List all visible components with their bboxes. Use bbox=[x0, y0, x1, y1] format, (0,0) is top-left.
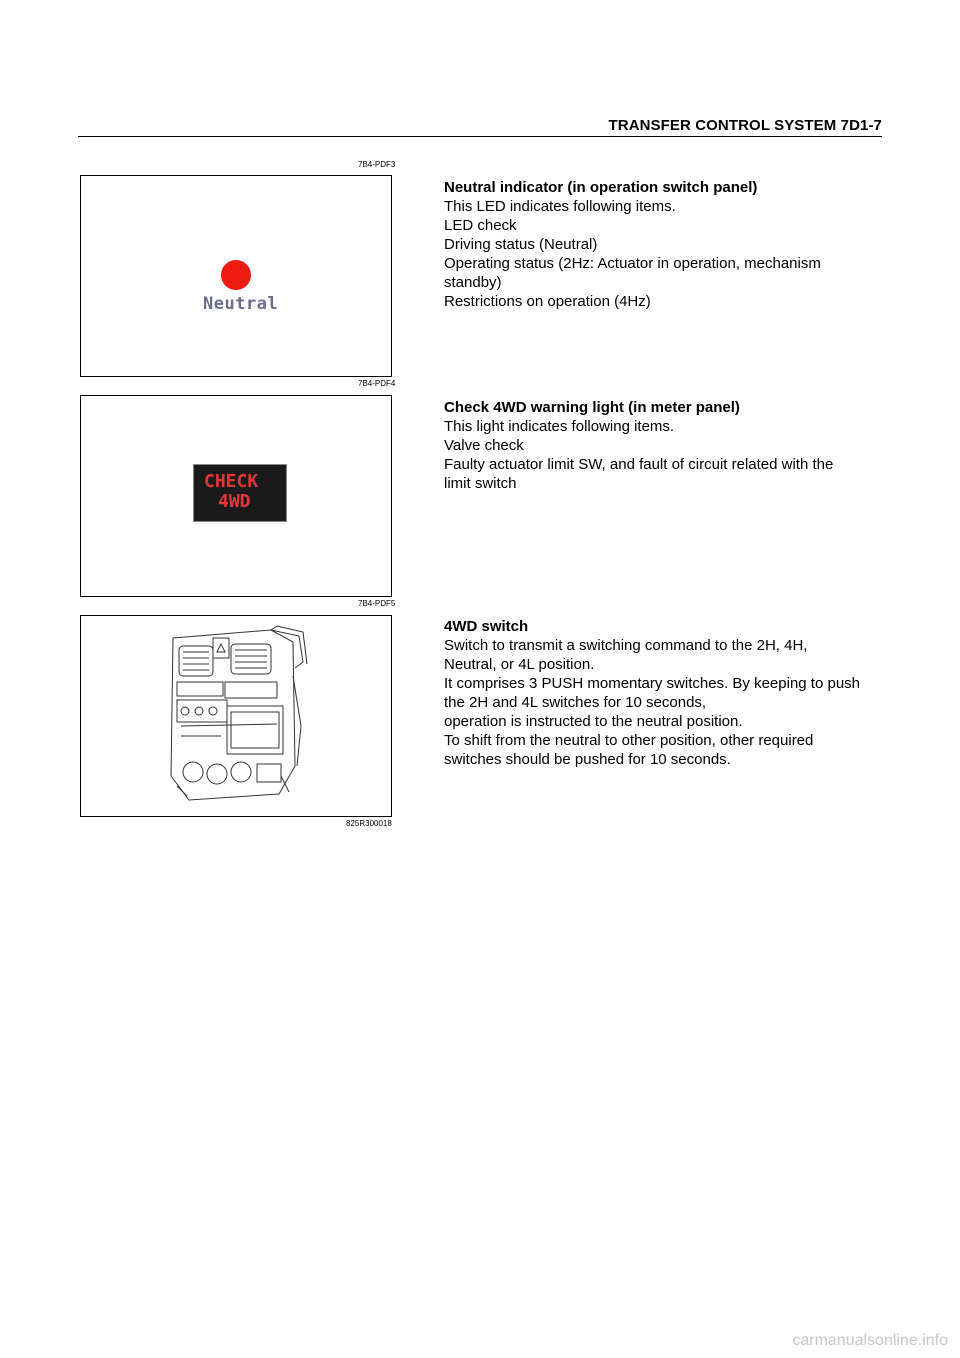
section-check-4wd-text bbox=[444, 398, 884, 493]
figure-4wd-switch-panel bbox=[80, 615, 392, 817]
section-line: This light indicates following items. bbox=[444, 418, 675, 435]
4wd-label: 4WD bbox=[218, 491, 251, 512]
section-line: It comprises 3 PUSH momentary switches. By keeping to push the 2H and 4L switches for 10 seconds, bbox=[444, 675, 861, 711]
watermark: carmanualsonline.info bbox=[792, 1332, 948, 1349]
section-4wd-switch-text bbox=[444, 617, 884, 769]
section-line: Driving status (Neutral) bbox=[444, 236, 598, 253]
neutral-label: Neutral bbox=[203, 294, 279, 314]
section-line: Faulty actuator limit SW, and fault of circuit related with the limit switch bbox=[444, 456, 834, 492]
section-line: LED check bbox=[444, 217, 517, 234]
section-heading: 4WD switch bbox=[444, 618, 529, 635]
check-label: CHECK bbox=[204, 471, 259, 492]
figure-code-neutral-bottom: 7B4-PDF4 bbox=[358, 379, 396, 388]
section-heading: Check 4WD warning light (in meter panel) bbox=[444, 399, 740, 416]
figure-code-neutral-top: 7B4-PDF3 bbox=[358, 160, 396, 169]
section-line: This LED indicates following items. bbox=[444, 198, 676, 215]
figure-code-switch-bottom: 825R300018 bbox=[346, 819, 392, 828]
neutral-led-icon bbox=[221, 260, 251, 290]
header-rule bbox=[78, 136, 882, 137]
section-line: operation is instructed to the neutral position. bbox=[444, 713, 743, 730]
section-neutral-text bbox=[444, 178, 884, 311]
page-header-title: TRANSFER CONTROL SYSTEM 7D1-7 bbox=[608, 117, 882, 134]
section-line: Restrictions on operation (4Hz) bbox=[444, 293, 651, 310]
section-line: Operating status (2Hz: Actuator in operation, mechanism standby) bbox=[444, 255, 821, 291]
figure-code-check-bottom: 7B4-PDF5 bbox=[358, 599, 396, 608]
section-line: To shift from the neutral to other position, other required switches should be pushed for 10 seconds. bbox=[444, 732, 814, 768]
section-line: Switch to transmit a switching command to the 2H, 4H, Neutral, or 4L position. bbox=[444, 637, 808, 673]
section-line: Valve check bbox=[444, 437, 524, 454]
section-heading: Neutral indicator (in operation switch panel) bbox=[444, 179, 758, 196]
figure-check-4wd bbox=[80, 395, 392, 597]
figure-neutral-indicator bbox=[80, 175, 392, 377]
check-4wd-warning-light-icon bbox=[193, 464, 287, 522]
dashboard-center-console-illustration bbox=[81, 616, 391, 816]
